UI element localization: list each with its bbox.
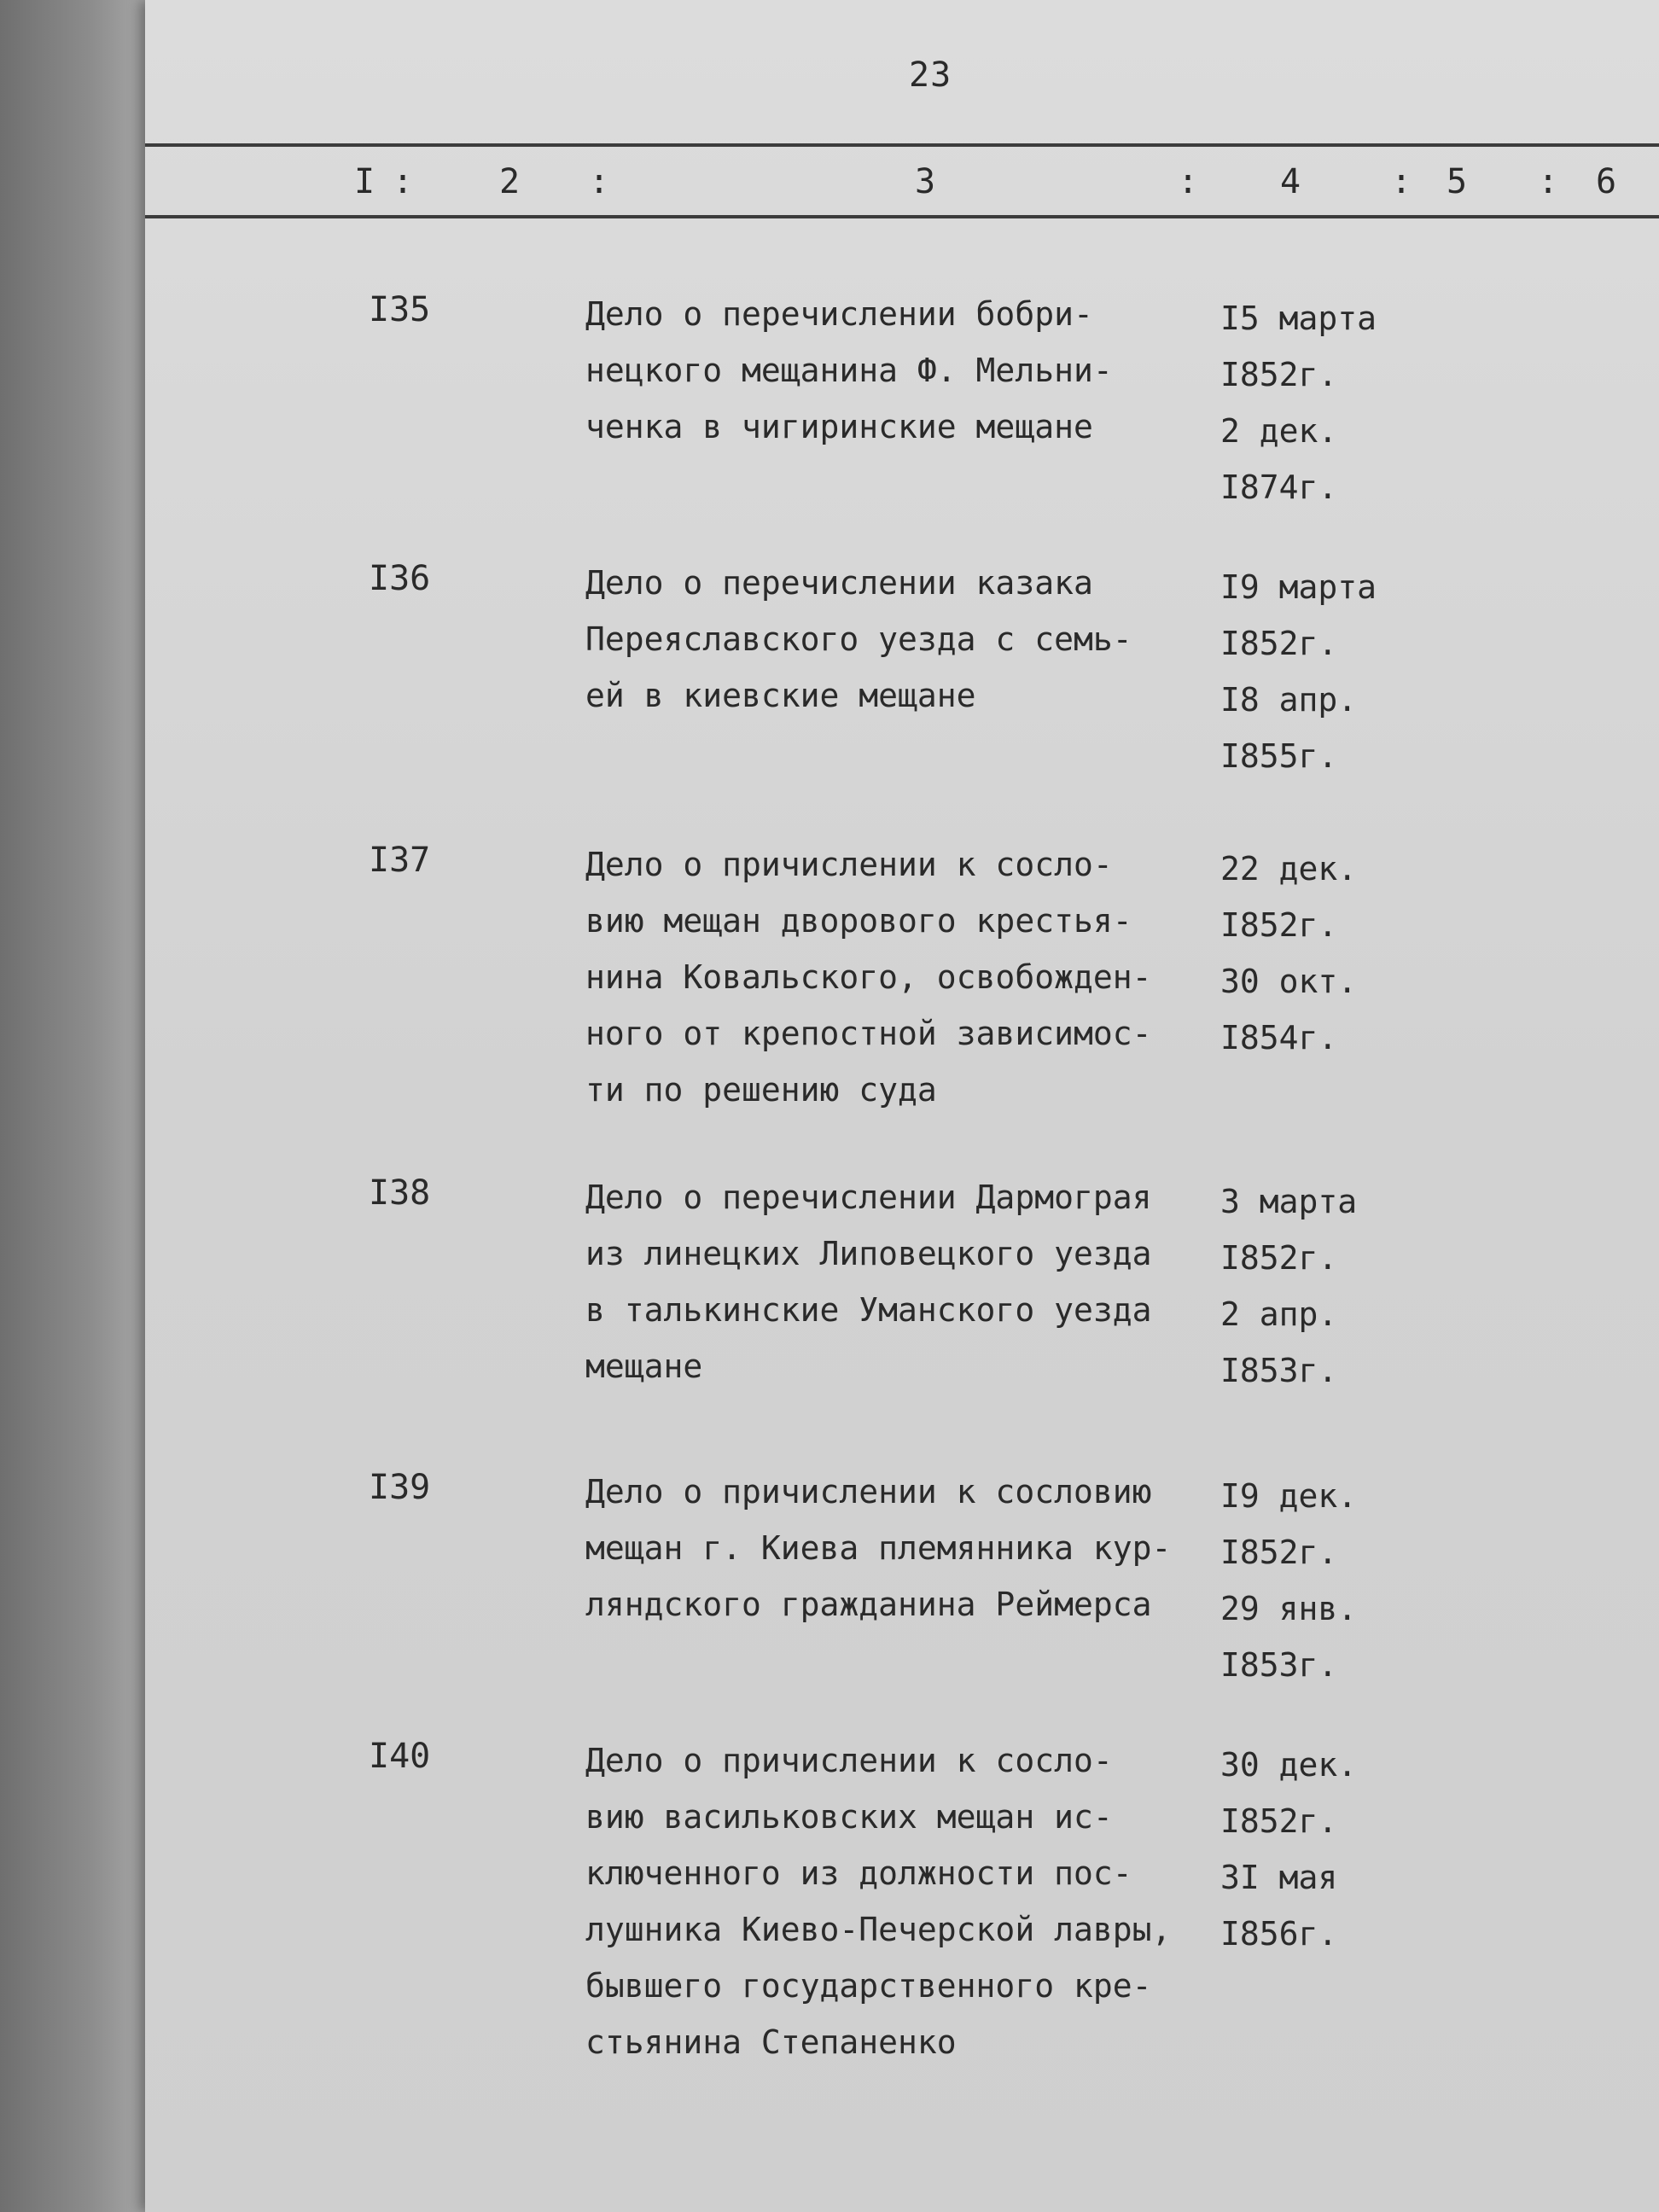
column-header-6: 6 bbox=[1596, 162, 1617, 201]
description-line: Дело о перечислении бобри- bbox=[585, 295, 1093, 333]
date-line: I8 апр. bbox=[1220, 681, 1358, 719]
description-line: Дело о перечислении Дармограя bbox=[585, 1179, 1152, 1216]
description-line: ти по решению суда bbox=[585, 1071, 937, 1109]
column-header-separator: : bbox=[1538, 162, 1559, 201]
date-line: I9 марта bbox=[1220, 568, 1377, 606]
description-line: ченка в чигиринские мещане bbox=[585, 408, 1093, 445]
description-line: Дело о причислении к сосло- bbox=[585, 846, 1113, 883]
entry-description bbox=[585, 286, 1217, 455]
entry-dates bbox=[1220, 1737, 1434, 1962]
header-rule-bottom bbox=[145, 215, 1659, 218]
date-line: 29 янв. bbox=[1220, 1590, 1358, 1627]
date-line: 3 марта bbox=[1220, 1183, 1358, 1220]
description-line: ключенного из должности пос- bbox=[585, 1854, 1132, 1892]
entry-description bbox=[585, 1464, 1217, 1633]
entry-number: I35 bbox=[369, 290, 431, 329]
entry-description bbox=[585, 836, 1217, 1118]
date-line: I852г. bbox=[1220, 1239, 1338, 1277]
entry-number: I37 bbox=[369, 841, 431, 880]
entry-dates bbox=[1220, 841, 1434, 1066]
column-header-separator: : bbox=[393, 162, 414, 201]
entry-dates bbox=[1220, 559, 1434, 784]
description-line: в талькинские Уманского уезда bbox=[585, 1291, 1152, 1329]
description-line: Дело о причислении к сословию bbox=[585, 1473, 1152, 1511]
entry-number: I39 bbox=[369, 1468, 431, 1507]
entry-description bbox=[585, 1169, 1217, 1394]
column-header-3: 3 bbox=[915, 162, 936, 201]
date-line: I856г. bbox=[1220, 1915, 1338, 1953]
header-rule-top bbox=[145, 143, 1659, 147]
date-line: 2 апр. bbox=[1220, 1295, 1338, 1333]
column-header-4: 4 bbox=[1280, 162, 1301, 201]
column-header-1: I bbox=[354, 162, 375, 201]
description-line: ного от крепостной зависимос- bbox=[585, 1015, 1152, 1052]
date-line: I874г. bbox=[1220, 469, 1338, 506]
description-line: Дело о причислении к сосло- bbox=[585, 1742, 1113, 1779]
description-line: ей в киевские мещане bbox=[585, 677, 976, 714]
date-line: 3I мая bbox=[1220, 1859, 1338, 1896]
column-header-separator: : bbox=[1391, 162, 1412, 201]
date-line: I852г. bbox=[1220, 1802, 1338, 1840]
entry-dates bbox=[1220, 290, 1434, 515]
description-line: из линецких Липовецкого уезда bbox=[585, 1235, 1152, 1272]
date-line: 2 дек. bbox=[1220, 412, 1338, 450]
description-line: мещан г. Киева племянника кур- bbox=[585, 1529, 1172, 1567]
description-line: бывшего государственного кре- bbox=[585, 1967, 1152, 2005]
column-header-5: 5 bbox=[1447, 162, 1468, 201]
date-line: I852г. bbox=[1220, 1534, 1338, 1571]
description-line: стьянина Степаненко bbox=[585, 2023, 957, 2061]
description-line: вию мещан дворового крестья- bbox=[585, 902, 1132, 940]
description-line: нецкого мещанина Ф. Мельни- bbox=[585, 352, 1113, 389]
description-line: лушника Киево-Печерской лавры, bbox=[585, 1911, 1172, 1948]
column-header-separator: : bbox=[1178, 162, 1199, 201]
date-line: I852г. bbox=[1220, 356, 1338, 393]
entry-number: I36 bbox=[369, 559, 431, 598]
column-header-2: 2 bbox=[499, 162, 521, 201]
date-line: I853г. bbox=[1220, 1646, 1338, 1684]
date-line: I852г. bbox=[1220, 906, 1338, 944]
date-line: I855г. bbox=[1220, 737, 1338, 775]
page-number: 23 bbox=[909, 55, 952, 95]
description-line: вию васильковских мещан ис- bbox=[585, 1798, 1113, 1836]
date-line: 22 дек. bbox=[1220, 850, 1358, 888]
book-gutter bbox=[0, 0, 149, 2212]
description-line: мещане bbox=[585, 1348, 703, 1385]
date-line: I852г. bbox=[1220, 625, 1338, 662]
date-line: 30 окт. bbox=[1220, 963, 1358, 1000]
entry-dates bbox=[1220, 1173, 1434, 1399]
date-line: I9 дек. bbox=[1220, 1477, 1358, 1515]
entry-number: I40 bbox=[369, 1737, 431, 1776]
entry-description bbox=[585, 555, 1217, 724]
description-line: Переяславского уезда с семь- bbox=[585, 620, 1132, 658]
entry-number: I38 bbox=[369, 1173, 431, 1213]
date-line: I854г. bbox=[1220, 1019, 1338, 1057]
date-line: I853г. bbox=[1220, 1352, 1338, 1389]
description-line: нина Ковальского, освобожден- bbox=[585, 958, 1152, 996]
entry-description bbox=[585, 1732, 1217, 2070]
date-line: I5 марта bbox=[1220, 300, 1377, 337]
column-header-separator: : bbox=[589, 162, 610, 201]
description-line: Дело о перечислении казака bbox=[585, 564, 1093, 602]
description-line: ляндского гражданина Реймерса bbox=[585, 1586, 1152, 1623]
date-line: 30 дек. bbox=[1220, 1746, 1358, 1784]
entry-dates bbox=[1220, 1468, 1434, 1693]
